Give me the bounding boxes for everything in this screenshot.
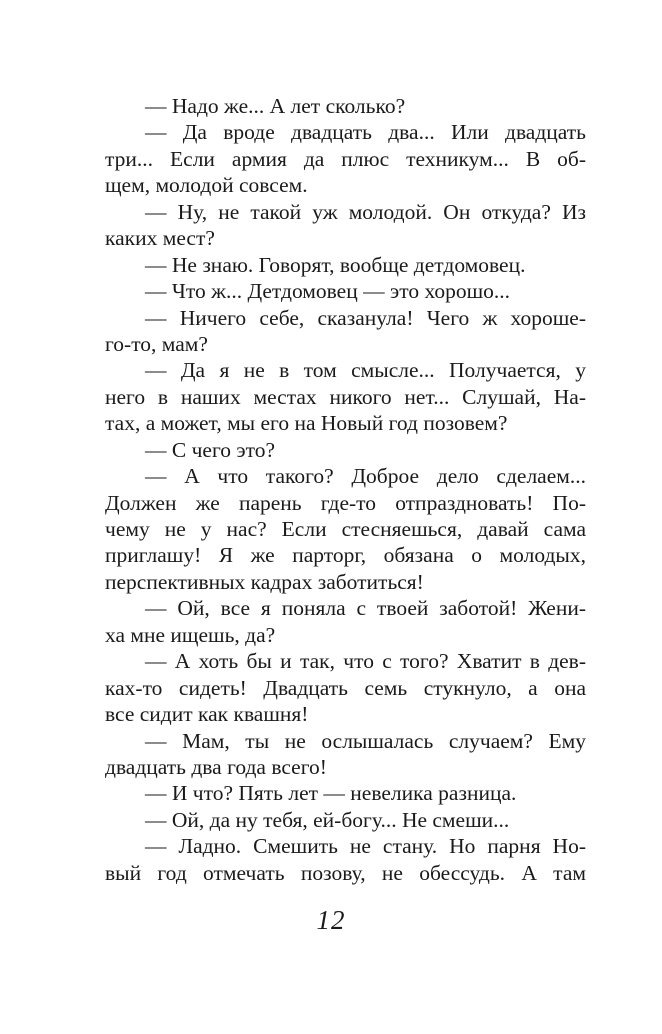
text-line: го-то, мам?: [105, 331, 208, 356]
text-line: щем, молодой совсем.: [105, 173, 308, 198]
text-line: все сидит как квашня!: [105, 702, 309, 727]
text-line: — Да вроде двадцать два... Или двадцать: [145, 120, 586, 145]
text-line: — Не знаю. Говорят, вообще детдомовец.: [145, 252, 526, 277]
text-line: — С чего это?: [145, 437, 275, 462]
text-line: перспективных кадрах заботиться!: [105, 569, 424, 594]
text-line: — А что такого? Доброе дело сделаем...: [145, 464, 586, 489]
text-line: ха мне ищешь, да?: [105, 622, 276, 647]
text-line: — Мам, ты не ослышалась случаем? Ему: [145, 728, 586, 753]
text-line: — Да я не в том смысле... Получается, у: [145, 358, 586, 383]
text-line: вый год отмечать позову, не обессудь. А там: [105, 860, 586, 885]
text-line: приглашу! Я же парторг, обязана о молодых,: [105, 543, 586, 568]
text-line: — Что ж... Детдомовец — это хорошо...: [145, 279, 511, 304]
text-line: — Ничего себе, сказанула! Чего ж хороше-: [145, 305, 586, 330]
text-line: Должен же парень где-то отпраздновать! По-: [105, 490, 586, 515]
text-line: ках-то сидеть! Двадцать семь стукнуло, а она: [105, 675, 586, 700]
text-line: тах, а может, мы его на Новый год позовем?: [105, 411, 508, 436]
text-line: — А хоть бы и так, что с того? Хватит в дев-: [145, 649, 586, 674]
text-line: него в наших местах никого нет... Слушай, На-: [105, 384, 586, 409]
text-line: двадцать два года всего!: [105, 754, 327, 779]
text-line: — Ладно. Смешить не стану. Но парня Но-: [145, 834, 586, 859]
text-line: каких мест?: [105, 226, 215, 251]
page-number: 12: [316, 905, 346, 935]
book-page-text: [105, 93, 586, 886]
text-line: — Надо же... А лет сколько?: [145, 94, 406, 118]
text-line: чему не у нас? Если стесняешься, давай сама: [105, 517, 586, 541]
text-line: — И что? Пять лет — невелика разница.: [145, 781, 517, 806]
text-line: — Ой, все я поняла с твоей заботой! Жени-: [145, 596, 586, 621]
text-line: — Ну, не такой уж молодой. Он откуда? Из: [145, 199, 586, 224]
text-line: три... Если армия да плюс техникум... В об-: [105, 146, 586, 171]
text-line: — Ой, да ну тебя, ей-богу... Не смеши...: [145, 807, 510, 832]
